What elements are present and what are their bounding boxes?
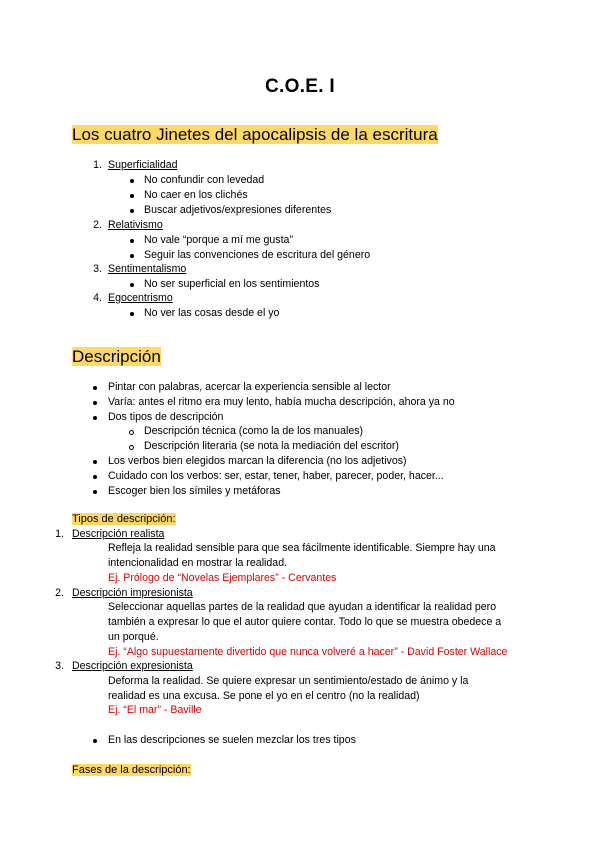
- example-text: Ej. Prólogo de “Novelas Ejemplares” - Cervantes: [108, 572, 337, 584]
- list-number: 3.: [55, 660, 64, 672]
- list-item: No ser superficial en los sentimientos: [144, 278, 320, 290]
- list-item: En las descripciones se suelen mezclar los tres tipos: [108, 734, 356, 746]
- list-item: Cuidado con los verbos: ser, estar, tener, haber, parecer, poder, hacer...: [108, 470, 444, 482]
- list-number: 1.: [55, 528, 64, 540]
- list-number: 1.: [93, 159, 102, 171]
- example-text: Ej. “El mar” - Baville: [108, 704, 202, 716]
- bullet-icon: [93, 386, 97, 390]
- list-item: No caer en los clichés: [144, 189, 248, 201]
- list-item: Pintar con palabras, acercar la experiencia sensible al lector: [108, 381, 391, 393]
- list-number: 2.: [55, 587, 64, 599]
- list-number: 3.: [93, 263, 102, 275]
- list-item-label: Sentimentalismo: [108, 263, 187, 275]
- bullet-icon: [130, 209, 134, 213]
- paragraph-line: Refleja la realidad sensible para que sea fácilmente identificable. Siempre hay una: [108, 542, 496, 554]
- subheading-fases: Fases de la descripción:: [72, 764, 191, 776]
- paragraph-line: un porqué.: [108, 631, 159, 643]
- list-item-label: Relativismo: [108, 219, 163, 231]
- bullet-icon: [93, 460, 97, 464]
- circle-bullet-icon: [129, 445, 134, 450]
- section-heading-descripcion: Descripción: [72, 347, 161, 366]
- bullet-icon: [93, 475, 97, 479]
- bullet-icon: [93, 416, 97, 420]
- bullet-icon: [93, 401, 97, 405]
- list-item-label: Descripción impresionista: [72, 587, 193, 599]
- list-item: Seguir las convenciones de escritura del género: [144, 249, 371, 261]
- section-heading-jinetes: Los cuatro Jinetes del apocalipsis de la escritura: [72, 125, 438, 144]
- circle-bullet-icon: [129, 430, 134, 435]
- paragraph-line: también a expresar lo que el autor quiere contar. Todo lo que se muestra obedece a: [108, 616, 502, 628]
- list-item: No confundir con levedad: [144, 174, 265, 186]
- list-item-label: Egocentrismo: [108, 292, 173, 304]
- list-item: Los verbos bien elegidos marcan la diferencia (no los adjetivos): [108, 455, 407, 467]
- list-number: 2.: [93, 219, 102, 231]
- subheading-tipos: Tipos de descripción:: [72, 513, 176, 525]
- paragraph-line: intencionalidad en mostrar la realidad.: [108, 557, 288, 569]
- bullet-icon: [130, 239, 134, 243]
- paragraph-line: Deforma la realidad. Se quiere expresar un sentimiento/estado de ánimo y la: [108, 675, 469, 687]
- list-item-label: Descripción expresionista: [72, 660, 193, 672]
- bullet-icon: [130, 194, 134, 198]
- bullet-icon: [130, 283, 134, 287]
- list-item: Descripción técnica (como la de los manuales): [144, 425, 364, 437]
- list-item: Descripción literaria (se nota la mediación del escritor): [144, 440, 399, 452]
- bullet-icon: [93, 490, 97, 494]
- paragraph-line: Seleccionar aquellas partes de la realidad que ayudan a identificar la realidad pero: [108, 601, 497, 613]
- list-item: Buscar adjetivos/expresiones diferentes: [144, 204, 332, 216]
- page-title: C.O.E. I: [265, 76, 335, 97]
- list-item: Dos tipos de descripción: [108, 411, 224, 423]
- bullet-icon: [130, 179, 134, 183]
- list-number: 4.: [93, 292, 102, 304]
- bullet-icon: [130, 312, 134, 316]
- list-item: No ver las cosas desde el yo: [144, 307, 280, 319]
- bullet-icon: [130, 254, 134, 258]
- list-item: Escoger bien los símiles y metáforas: [108, 485, 281, 497]
- example-text: Ej. “Algo supuestamente divertido que nunca volveré a hacer” - David Foster Wallace: [108, 646, 508, 658]
- bullet-icon: [93, 739, 97, 743]
- list-item: No vale “porque a mí me gusta”: [144, 234, 293, 246]
- list-item-label: Descripción realista: [72, 528, 165, 540]
- list-item-label: Superficialidad: [108, 159, 178, 171]
- paragraph-line: realidad es una excusa. Se pone el yo en el centro (no la realidad): [108, 690, 420, 702]
- list-item: Varía: antes el ritmo era muy lento, había mucha descripción, ahora ya no: [108, 396, 455, 408]
